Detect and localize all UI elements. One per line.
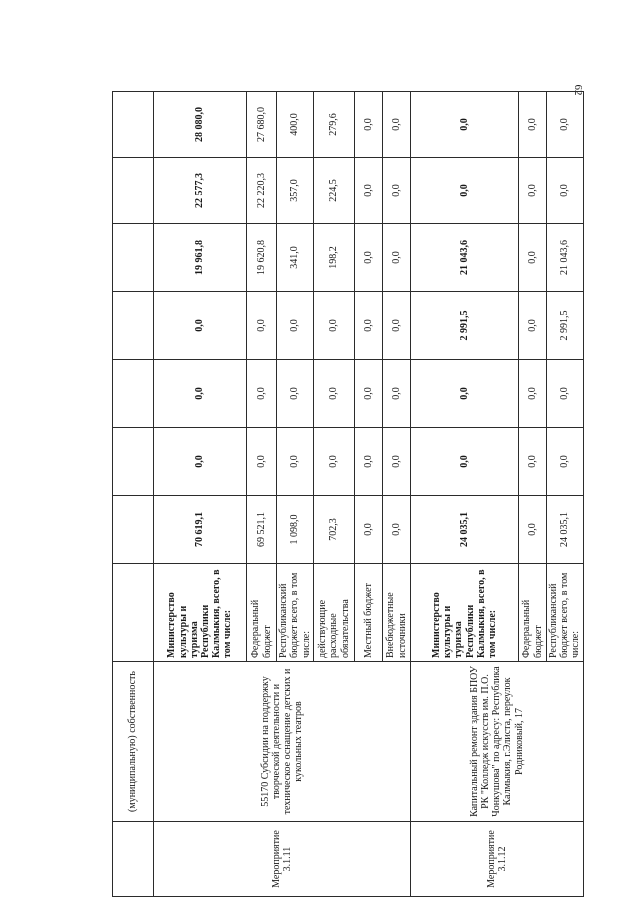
amount-cell: 0,0 — [355, 292, 383, 360]
header-cell-empty — [113, 292, 154, 360]
event-name-cell: 55170 Субсидии на поддержку творческой деятельности и техническое оснащение детских и кукольных театров — [154, 662, 411, 822]
amount-cell: 0,0 — [383, 224, 411, 292]
amount-cell: 0,0 — [383, 360, 411, 428]
funding-source-cell: Внебюджетные источники — [383, 564, 411, 662]
header-cell-code — [113, 822, 154, 897]
amount-cell: 28 080,0 — [154, 92, 247, 158]
header-cell-empty — [113, 496, 154, 564]
amount-cell: 21 043,6 — [411, 224, 519, 292]
amount-cell: 21 043,6 — [547, 224, 584, 292]
amount-cell: 0,0 — [519, 496, 547, 564]
amount-cell: 0,0 — [411, 158, 519, 224]
amount-cell: 0,0 — [411, 92, 519, 158]
amount-cell: 0,0 — [411, 360, 519, 428]
amount-cell: 2 991,5 — [411, 292, 519, 360]
header-cell-empty — [113, 158, 154, 224]
header-cell-empty — [113, 360, 154, 428]
amount-cell: 224,5 — [314, 158, 355, 224]
funding-source-cell: Местный бюджет — [355, 564, 383, 662]
amount-cell: 0,0 — [247, 360, 277, 428]
amount-cell: 0,0 — [277, 428, 314, 496]
amount-cell: 0,0 — [519, 92, 547, 158]
amount-cell: 357,0 — [277, 158, 314, 224]
amount-cell: 341,0 — [277, 224, 314, 292]
amount-cell: 0,0 — [519, 224, 547, 292]
page-number: 62 — [572, 84, 584, 96]
amount-cell: 0,0 — [314, 360, 355, 428]
funding-source-cell: Министерство культуры и туризма Республики Калмыкия, всего, в том числе: — [154, 564, 247, 662]
amount-cell: 27 680,0 — [247, 92, 277, 158]
amount-cell: 0,0 — [355, 158, 383, 224]
amount-cell: 0,0 — [383, 496, 411, 564]
amount-cell: 0,0 — [383, 158, 411, 224]
amount-cell: 0,0 — [247, 292, 277, 360]
amount-cell: 0,0 — [355, 224, 383, 292]
header-cell-empty — [113, 564, 154, 662]
table-header-row — [113, 92, 154, 897]
amount-cell: 0,0 — [154, 428, 247, 496]
amount-cell: 0,0 — [154, 360, 247, 428]
amount-cell: 24 035,1 — [547, 496, 584, 564]
amount-cell: 70 619,1 — [154, 496, 247, 564]
amount-cell: 0,0 — [277, 292, 314, 360]
event-code-cell: Мероприятие 3.1.12 — [411, 822, 584, 897]
header-cell-name: (муниципальную) собственность — [113, 662, 154, 822]
event-name-cell: Капитальный ремонт здания БПОУ РК "Колледж искусств им. П.О. Чонкушова" по адресу: Республика Калмыкия, г.Элиста, переулок Родниковый, 17 — [411, 662, 584, 822]
amount-cell: 19 961,8 — [154, 224, 247, 292]
amount-cell: 0,0 — [411, 428, 519, 496]
header-cell-empty — [113, 224, 154, 292]
amount-cell: 400,0 — [277, 92, 314, 158]
amount-cell: 0,0 — [247, 428, 277, 496]
table-row — [154, 92, 247, 897]
amount-cell: 0,0 — [154, 292, 247, 360]
amount-cell: 0,0 — [547, 360, 584, 428]
amount-cell: 69 521,1 — [247, 496, 277, 564]
amount-cell: 0,0 — [314, 428, 355, 496]
amount-cell: 0,0 — [547, 92, 584, 158]
header-cell-empty — [113, 92, 154, 158]
amount-cell: 0,0 — [519, 292, 547, 360]
amount-cell: 0,0 — [519, 360, 547, 428]
amount-cell: 0,0 — [355, 92, 383, 158]
funding-source-cell: Республиканский бюджет всего, в том числе: — [277, 564, 314, 662]
amount-cell: 0,0 — [383, 428, 411, 496]
amount-cell: 0,0 — [355, 496, 383, 564]
amount-cell: 2 991,5 — [547, 292, 584, 360]
amount-cell: 198,2 — [314, 224, 355, 292]
event-code-cell: Мероприятие 3.1.11 — [154, 822, 411, 897]
funding-source-cell: Министерство культуры и туризма Республики Калмыкия, всего, в том числе: — [411, 564, 519, 662]
amount-cell: 279,6 — [314, 92, 355, 158]
amount-cell: 22 220,3 — [247, 158, 277, 224]
amount-cell: 0,0 — [383, 292, 411, 360]
funding-source-cell: Федеральный бюджет — [247, 564, 277, 662]
budget-table — [112, 91, 584, 897]
amount-cell: 19 620,8 — [247, 224, 277, 292]
amount-cell: 0,0 — [314, 292, 355, 360]
amount-cell: 0,0 — [355, 360, 383, 428]
amount-cell: 0,0 — [277, 360, 314, 428]
amount-cell: 0,0 — [519, 158, 547, 224]
amount-cell: 0,0 — [547, 158, 584, 224]
amount-cell: 0,0 — [547, 428, 584, 496]
table-row — [411, 92, 519, 897]
funding-source-cell: действующие расходные обязательства — [314, 564, 355, 662]
amount-cell: 22 577,3 — [154, 158, 247, 224]
amount-cell: 0,0 — [519, 428, 547, 496]
funding-source-cell: Федеральный бюджет — [519, 564, 547, 662]
amount-cell: 1 098,0 — [277, 496, 314, 564]
header-cell-empty — [113, 428, 154, 496]
budget-table-container — [112, 92, 582, 897]
amount-cell: 0,0 — [355, 428, 383, 496]
amount-cell: 702,3 — [314, 496, 355, 564]
funding-source-cell: Республиканский бюджет всего, в том числе: — [547, 564, 584, 662]
amount-cell: 0,0 — [383, 92, 411, 158]
amount-cell: 24 035,1 — [411, 496, 519, 564]
